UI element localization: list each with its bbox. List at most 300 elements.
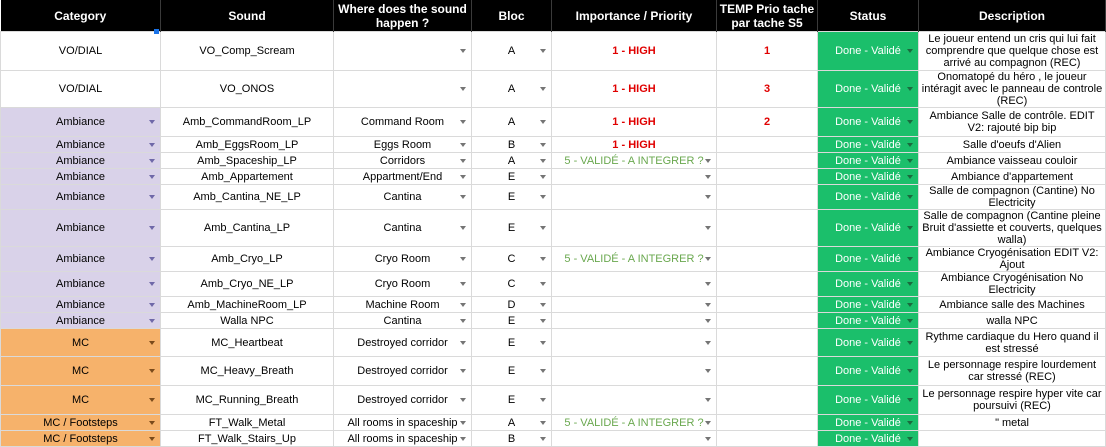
chevron-down-icon[interactable] bbox=[540, 421, 546, 425]
cell-status[interactable] bbox=[818, 431, 919, 447]
cell-sound[interactable] bbox=[161, 108, 334, 137]
cell-description[interactable] bbox=[919, 297, 1106, 313]
table-row bbox=[1, 415, 1106, 431]
cell-where[interactable] bbox=[334, 329, 472, 357]
cell-temp-prio[interactable] bbox=[717, 329, 818, 357]
chevron-down-icon[interactable] bbox=[149, 282, 155, 286]
cell-temp-prio[interactable] bbox=[717, 169, 818, 185]
cell-importance[interactable] bbox=[552, 108, 717, 137]
cell-importance-text: 5 - VALIDÉ - A INTEGRER ? bbox=[564, 416, 704, 429]
cell-bloc[interactable] bbox=[472, 185, 552, 210]
chevron-down-icon[interactable] bbox=[705, 282, 711, 286]
chevron-down-icon[interactable] bbox=[149, 398, 155, 402]
chevron-down-icon[interactable] bbox=[705, 319, 711, 323]
chevron-down-icon[interactable] bbox=[460, 143, 466, 147]
chevron-down-icon[interactable] bbox=[705, 159, 711, 163]
cell-description-text: Ambiance Cryogénisation EDIT V2: Ajout bbox=[925, 247, 1099, 271]
cell-importance[interactable] bbox=[552, 32, 717, 71]
cell-category-text: Ambiance bbox=[56, 138, 105, 151]
chevron-down-icon[interactable] bbox=[705, 303, 711, 307]
cell-temp-prio-text: 3 bbox=[763, 83, 771, 95]
cell-importance[interactable] bbox=[552, 185, 717, 210]
chevron-down-icon[interactable] bbox=[460, 159, 466, 163]
chevron-down-icon[interactable] bbox=[705, 195, 711, 199]
cell-where[interactable] bbox=[334, 297, 472, 313]
cell-bloc[interactable] bbox=[472, 415, 552, 431]
cell-bloc[interactable] bbox=[472, 431, 552, 447]
cell-bloc[interactable] bbox=[472, 71, 552, 108]
chevron-down-icon[interactable] bbox=[460, 398, 466, 402]
cell-where[interactable] bbox=[334, 153, 472, 169]
cell-status[interactable] bbox=[818, 272, 919, 297]
cell-where[interactable] bbox=[334, 71, 472, 108]
cell-where-text: All rooms in spaceship bbox=[347, 432, 458, 445]
cell-where[interactable] bbox=[334, 32, 472, 71]
header-importance[interactable]: Importance / Priority bbox=[552, 0, 717, 32]
chevron-down-icon[interactable] bbox=[460, 226, 466, 230]
cell-sound[interactable] bbox=[161, 297, 334, 313]
cell-sound[interactable] bbox=[161, 71, 334, 108]
cell-temp-prio[interactable] bbox=[717, 153, 818, 169]
cell-bloc[interactable] bbox=[472, 357, 552, 386]
table-row bbox=[1, 313, 1106, 329]
chevron-down-icon[interactable] bbox=[540, 319, 546, 323]
cell-description[interactable] bbox=[919, 247, 1106, 272]
cell-sound-text: Amb_CommandRoom_LP bbox=[182, 116, 312, 128]
cell-category[interactable] bbox=[1, 247, 161, 272]
chevron-down-icon[interactable] bbox=[540, 398, 546, 402]
chevron-down-icon[interactable] bbox=[907, 257, 913, 261]
cell-temp-prio[interactable] bbox=[717, 415, 818, 431]
chevron-down-icon[interactable] bbox=[907, 437, 913, 441]
cell-status[interactable] bbox=[818, 71, 919, 108]
cell-sound[interactable] bbox=[161, 329, 334, 357]
cell-description-text: Le joueur entend un cris qui lui fait comprendre que quelque chose est arrivé au compagnon (REC) bbox=[925, 33, 1099, 69]
cell-importance[interactable] bbox=[552, 431, 717, 447]
cell-sound[interactable] bbox=[161, 357, 334, 386]
cell-status[interactable] bbox=[818, 153, 919, 169]
cell-sound-text: VO_ONOS bbox=[219, 83, 275, 95]
cell-sound[interactable] bbox=[161, 153, 334, 169]
cell-status-text: Done - Validé bbox=[835, 278, 901, 290]
chevron-down-icon[interactable] bbox=[907, 87, 913, 91]
cell-importance[interactable] bbox=[552, 313, 717, 329]
cell-sound-text: MC_Running_Breath bbox=[195, 394, 299, 406]
cell-status[interactable] bbox=[818, 108, 919, 137]
cell-sound-text: MC_Heavy_Breath bbox=[200, 365, 294, 377]
cell-temp-prio[interactable] bbox=[717, 137, 818, 153]
chevron-down-icon[interactable] bbox=[149, 195, 155, 199]
chevron-down-icon[interactable] bbox=[907, 341, 913, 345]
chevron-down-icon[interactable] bbox=[540, 175, 546, 179]
chevron-down-icon[interactable] bbox=[907, 421, 913, 425]
chevron-down-icon[interactable] bbox=[705, 341, 711, 345]
chevron-down-icon[interactable] bbox=[907, 143, 913, 147]
cell-sound[interactable] bbox=[161, 415, 334, 431]
cell-sound[interactable] bbox=[161, 169, 334, 185]
header-temp-prio[interactable]: TEMP Prio tache par tache S5 bbox=[717, 0, 818, 32]
cell-bloc-text: E bbox=[507, 170, 516, 183]
cell-where-text: Appartment/End bbox=[362, 170, 443, 183]
table-row bbox=[1, 169, 1106, 185]
chevron-down-icon[interactable] bbox=[149, 341, 155, 345]
cell-temp-prio[interactable] bbox=[717, 313, 818, 329]
cell-category-text: MC bbox=[71, 365, 90, 377]
chevron-down-icon[interactable] bbox=[149, 120, 155, 124]
cell-sound-text: MC_Heartbeat bbox=[211, 336, 283, 349]
cell-sound[interactable] bbox=[161, 272, 334, 297]
cell-category[interactable] bbox=[1, 137, 161, 153]
cell-sound[interactable] bbox=[161, 313, 334, 329]
cell-description[interactable] bbox=[919, 415, 1106, 431]
chevron-down-icon[interactable] bbox=[540, 159, 546, 163]
cell-where[interactable] bbox=[334, 313, 472, 329]
table-row bbox=[1, 185, 1106, 210]
chevron-down-icon[interactable] bbox=[460, 175, 466, 179]
cell-category[interactable] bbox=[1, 313, 161, 329]
cell-importance[interactable] bbox=[552, 386, 717, 415]
cell-description[interactable] bbox=[919, 108, 1106, 137]
cell-category-text: Ambiance bbox=[56, 170, 105, 183]
cell-description[interactable] bbox=[919, 137, 1106, 153]
cell-bloc-text: A bbox=[507, 154, 516, 167]
cell-description[interactable] bbox=[919, 169, 1106, 185]
cell-where[interactable] bbox=[334, 185, 472, 210]
cell-importance-text: 5 - VALIDÉ - A INTEGRER ? bbox=[564, 154, 704, 167]
chevron-down-icon[interactable] bbox=[460, 87, 466, 91]
cell-status-text: Done - Validé bbox=[835, 138, 901, 151]
cell-bloc[interactable] bbox=[472, 247, 552, 272]
cell-description-text: Ambiance Cryogénisation No Electricity bbox=[940, 272, 1084, 296]
cell-importance[interactable] bbox=[552, 169, 717, 185]
cell-description-text: walla NPC bbox=[986, 314, 1038, 327]
chevron-down-icon[interactable] bbox=[149, 319, 155, 323]
chevron-down-icon[interactable] bbox=[460, 369, 466, 373]
chevron-down-icon[interactable] bbox=[705, 398, 711, 402]
cell-bloc[interactable] bbox=[472, 108, 552, 137]
cell-temp-prio[interactable] bbox=[717, 297, 818, 313]
cell-category-text: Ambiance bbox=[56, 298, 105, 311]
cell-sound[interactable] bbox=[161, 185, 334, 210]
cell-bloc-text: C bbox=[507, 253, 516, 265]
cell-description[interactable] bbox=[919, 431, 1106, 447]
cell-where-text: Destroyed corridor bbox=[357, 365, 448, 377]
chevron-down-icon[interactable] bbox=[540, 257, 546, 261]
cell-temp-prio[interactable] bbox=[717, 71, 818, 108]
cell-bloc[interactable] bbox=[472, 297, 552, 313]
cell-status[interactable] bbox=[818, 329, 919, 357]
cell-importance[interactable] bbox=[552, 71, 717, 108]
chevron-down-icon[interactable] bbox=[907, 159, 913, 163]
cell-where-text: Cryo Room bbox=[374, 278, 431, 290]
cell-where-text: Machine Room bbox=[365, 298, 440, 311]
cell-status[interactable] bbox=[818, 247, 919, 272]
cell-category[interactable] bbox=[1, 153, 161, 169]
cell-importance[interactable] bbox=[552, 137, 717, 153]
cell-status[interactable] bbox=[818, 137, 919, 153]
cell-category[interactable] bbox=[1, 329, 161, 357]
header-bloc[interactable]: Bloc bbox=[472, 0, 552, 32]
chevron-down-icon[interactable] bbox=[540, 143, 546, 147]
cell-bloc-text: C bbox=[507, 278, 516, 290]
chevron-down-icon[interactable] bbox=[540, 120, 546, 124]
cell-category[interactable] bbox=[1, 431, 161, 447]
cell-description-text: " metal bbox=[995, 416, 1029, 429]
cell-bloc[interactable] bbox=[472, 386, 552, 415]
cell-status-text: Done - Validé bbox=[835, 83, 901, 95]
cell-importance-text: 1 - HIGH bbox=[612, 116, 656, 128]
cell-description[interactable] bbox=[919, 386, 1106, 415]
chevron-down-icon[interactable] bbox=[460, 257, 466, 261]
table-row bbox=[1, 431, 1106, 447]
cell-status-text: Done - Validé bbox=[835, 298, 901, 311]
cell-importance[interactable] bbox=[552, 297, 717, 313]
cell-category-text: Ambiance bbox=[56, 278, 105, 290]
chevron-down-icon[interactable] bbox=[540, 226, 546, 230]
chevron-down-icon[interactable] bbox=[460, 421, 466, 425]
cell-category[interactable] bbox=[1, 386, 161, 415]
cell-bloc[interactable] bbox=[472, 272, 552, 297]
cell-sound-text: Amb_Cryo_LP bbox=[211, 253, 283, 265]
cell-status-text: Done - Validé bbox=[835, 394, 901, 406]
cell-importance[interactable] bbox=[552, 272, 717, 297]
cell-bloc-text: A bbox=[507, 416, 516, 429]
cell-where[interactable] bbox=[334, 247, 472, 272]
chevron-down-icon[interactable] bbox=[907, 226, 913, 230]
cell-importance[interactable] bbox=[552, 329, 717, 357]
cell-bloc-text: A bbox=[507, 83, 516, 95]
cell-status-text: Done - Validé bbox=[835, 432, 901, 445]
chevron-down-icon[interactable] bbox=[907, 319, 913, 323]
chevron-down-icon[interactable] bbox=[149, 175, 155, 179]
cell-description[interactable] bbox=[919, 153, 1106, 169]
chevron-down-icon[interactable] bbox=[705, 175, 711, 179]
cell-sound-text: Amb_Spaceship_LP bbox=[197, 154, 297, 167]
cell-category[interactable] bbox=[1, 415, 161, 431]
cell-where[interactable] bbox=[334, 386, 472, 415]
cell-category[interactable] bbox=[1, 71, 161, 108]
chevron-down-icon[interactable] bbox=[460, 120, 466, 124]
cell-bloc[interactable] bbox=[472, 169, 552, 185]
cell-bloc[interactable] bbox=[472, 210, 552, 247]
chevron-down-icon[interactable] bbox=[540, 303, 546, 307]
cell-status[interactable] bbox=[818, 357, 919, 386]
cell-importance[interactable] bbox=[552, 247, 717, 272]
chevron-down-icon[interactable] bbox=[149, 421, 155, 425]
chevron-down-icon[interactable] bbox=[540, 49, 546, 53]
chevron-down-icon[interactable] bbox=[705, 226, 711, 230]
cell-bloc-text: A bbox=[507, 45, 516, 57]
chevron-down-icon[interactable] bbox=[460, 282, 466, 286]
chevron-down-icon[interactable] bbox=[460, 437, 466, 441]
cell-sound[interactable] bbox=[161, 32, 334, 71]
cell-bloc[interactable] bbox=[472, 313, 552, 329]
header-sound[interactable]: Sound bbox=[161, 0, 334, 32]
cell-sound[interactable] bbox=[161, 431, 334, 447]
header-category[interactable]: Category bbox=[1, 0, 161, 32]
cell-where[interactable] bbox=[334, 272, 472, 297]
cell-category-text: VO/DIAL bbox=[58, 83, 103, 95]
cell-bloc[interactable] bbox=[472, 153, 552, 169]
cell-status-text: Done - Validé bbox=[835, 416, 901, 429]
cell-importance-text: 5 - VALIDÉ - A INTEGRER ? bbox=[564, 253, 704, 265]
cell-temp-prio[interactable] bbox=[717, 32, 818, 71]
cell-status-text: Done - Validé bbox=[835, 314, 901, 327]
chevron-down-icon[interactable] bbox=[149, 369, 155, 373]
chevron-down-icon[interactable] bbox=[907, 303, 913, 307]
cell-where[interactable] bbox=[334, 210, 472, 247]
cell-category[interactable] bbox=[1, 272, 161, 297]
cell-sound[interactable] bbox=[161, 247, 334, 272]
chevron-down-icon[interactable] bbox=[705, 257, 711, 261]
chevron-down-icon[interactable] bbox=[149, 257, 155, 261]
cell-where[interactable] bbox=[334, 431, 472, 447]
cell-status[interactable] bbox=[818, 32, 919, 71]
cell-sound-text: Amb_Cantina_NE_LP bbox=[193, 191, 301, 203]
cell-where[interactable] bbox=[334, 357, 472, 386]
cell-bloc[interactable] bbox=[472, 329, 552, 357]
cell-description[interactable] bbox=[919, 71, 1106, 108]
chevron-down-icon[interactable] bbox=[540, 195, 546, 199]
chevron-down-icon[interactable] bbox=[149, 159, 155, 163]
chevron-down-icon[interactable] bbox=[907, 49, 913, 53]
header-where[interactable]: Where does the sound happen ? bbox=[334, 0, 472, 32]
cell-status-text: Done - Validé bbox=[835, 365, 901, 377]
cell-status[interactable] bbox=[818, 169, 919, 185]
cell-description-text: Salle d'oeufs d'Alien bbox=[962, 138, 1062, 151]
cell-sound-text: VO_Comp_Scream bbox=[199, 45, 295, 57]
cell-status[interactable] bbox=[818, 415, 919, 431]
cell-bloc-text: E bbox=[507, 222, 516, 234]
cell-where[interactable] bbox=[334, 415, 472, 431]
cell-status[interactable] bbox=[818, 210, 919, 247]
cell-status[interactable] bbox=[818, 297, 919, 313]
cell-temp-prio[interactable] bbox=[717, 185, 818, 210]
chevron-down-icon[interactable] bbox=[460, 195, 466, 199]
chevron-down-icon[interactable] bbox=[907, 369, 913, 373]
header-status[interactable]: Status bbox=[818, 0, 919, 32]
cell-bloc-text: E bbox=[507, 365, 516, 377]
cell-description[interactable] bbox=[919, 272, 1106, 297]
header-row bbox=[1, 0, 1106, 32]
cell-category[interactable] bbox=[1, 169, 161, 185]
cell-category[interactable] bbox=[1, 32, 161, 71]
cell-description[interactable] bbox=[919, 32, 1106, 71]
cell-sound-text: FT_Walk_Stairs_Up bbox=[197, 432, 296, 445]
cell-bloc-text: E bbox=[507, 394, 516, 406]
chevron-down-icon[interactable] bbox=[149, 437, 155, 441]
cell-where[interactable] bbox=[334, 108, 472, 137]
cell-bloc-text: D bbox=[507, 298, 516, 311]
cell-sound-text: Amb_Cantina_LP bbox=[203, 222, 291, 234]
table-row bbox=[1, 137, 1106, 153]
cell-importance[interactable] bbox=[552, 415, 717, 431]
cell-importance[interactable] bbox=[552, 210, 717, 247]
chevron-down-icon[interactable] bbox=[149, 143, 155, 147]
cell-description[interactable] bbox=[919, 357, 1106, 386]
cell-sound[interactable] bbox=[161, 137, 334, 153]
cell-description[interactable] bbox=[919, 185, 1106, 210]
chevron-down-icon[interactable] bbox=[705, 421, 711, 425]
cell-temp-prio[interactable] bbox=[717, 108, 818, 137]
cell-bloc[interactable] bbox=[472, 137, 552, 153]
cell-where[interactable] bbox=[334, 169, 472, 185]
chevron-down-icon[interactable] bbox=[705, 437, 711, 441]
chevron-down-icon[interactable] bbox=[907, 282, 913, 286]
cell-bloc-text: E bbox=[507, 191, 516, 203]
chevron-down-icon[interactable] bbox=[460, 303, 466, 307]
cell-sound[interactable] bbox=[161, 386, 334, 415]
chevron-down-icon[interactable] bbox=[460, 341, 466, 345]
cell-importance[interactable] bbox=[552, 153, 717, 169]
cell-temp-prio[interactable] bbox=[717, 210, 818, 247]
cell-status[interactable] bbox=[818, 185, 919, 210]
cell-temp-prio[interactable] bbox=[717, 272, 818, 297]
cell-temp-prio[interactable] bbox=[717, 431, 818, 447]
chevron-down-icon[interactable] bbox=[149, 303, 155, 307]
cell-description[interactable] bbox=[919, 313, 1106, 329]
table-row bbox=[1, 108, 1106, 137]
cell-description-text: Onomatopé du héro , le joueur intéragit avec le panneau de controle (REC) bbox=[921, 71, 1103, 107]
table-row bbox=[1, 357, 1106, 386]
cell-category[interactable] bbox=[1, 210, 161, 247]
chevron-down-icon[interactable] bbox=[460, 49, 466, 53]
cell-status[interactable] bbox=[818, 313, 919, 329]
cell-category-text: Ambiance bbox=[56, 253, 105, 265]
chevron-down-icon[interactable] bbox=[540, 341, 546, 345]
chevron-down-icon[interactable] bbox=[540, 282, 546, 286]
chevron-down-icon[interactable] bbox=[907, 398, 913, 402]
chevron-down-icon[interactable] bbox=[540, 437, 546, 441]
cell-bloc-text: B bbox=[507, 138, 516, 151]
table-row bbox=[1, 153, 1106, 169]
chevron-down-icon[interactable] bbox=[460, 319, 466, 323]
cell-category[interactable] bbox=[1, 108, 161, 137]
cell-where-text: Cantina bbox=[383, 314, 422, 327]
cell-status[interactable] bbox=[818, 386, 919, 415]
cell-category-text: MC bbox=[71, 394, 90, 406]
cell-description-text: Le personnage respire hyper vite car poursuivi (REC) bbox=[922, 388, 1102, 412]
cell-category[interactable] bbox=[1, 297, 161, 313]
chevron-down-icon[interactable] bbox=[705, 369, 711, 373]
chevron-down-icon[interactable] bbox=[907, 175, 913, 179]
chevron-down-icon[interactable] bbox=[907, 120, 913, 124]
cell-category-text: MC / Footsteps bbox=[43, 416, 118, 429]
cell-temp-prio[interactable] bbox=[717, 386, 818, 415]
cell-category[interactable] bbox=[1, 185, 161, 210]
selection-handle[interactable] bbox=[154, 29, 159, 34]
header-description[interactable]: Description bbox=[919, 0, 1106, 32]
cell-where[interactable] bbox=[334, 137, 472, 153]
cell-temp-prio[interactable] bbox=[717, 247, 818, 272]
cell-status-text: Done - Validé bbox=[835, 336, 901, 349]
cell-bloc[interactable] bbox=[472, 32, 552, 71]
chevron-down-icon[interactable] bbox=[149, 226, 155, 230]
cell-description[interactable] bbox=[919, 329, 1106, 357]
cell-importance[interactable] bbox=[552, 357, 717, 386]
chevron-down-icon[interactable] bbox=[540, 87, 546, 91]
cell-status-text: Done - Validé bbox=[835, 191, 901, 203]
cell-temp-prio-text: 2 bbox=[763, 116, 771, 128]
cell-category[interactable] bbox=[1, 357, 161, 386]
cell-sound-text: Amb_EggsRoom_LP bbox=[195, 138, 299, 151]
chevron-down-icon[interactable] bbox=[907, 195, 913, 199]
cell-status-text: Done - Validé bbox=[835, 222, 901, 234]
cell-description[interactable] bbox=[919, 210, 1106, 247]
cell-temp-prio[interactable] bbox=[717, 357, 818, 386]
chevron-down-icon[interactable] bbox=[540, 369, 546, 373]
cell-sound[interactable] bbox=[161, 210, 334, 247]
